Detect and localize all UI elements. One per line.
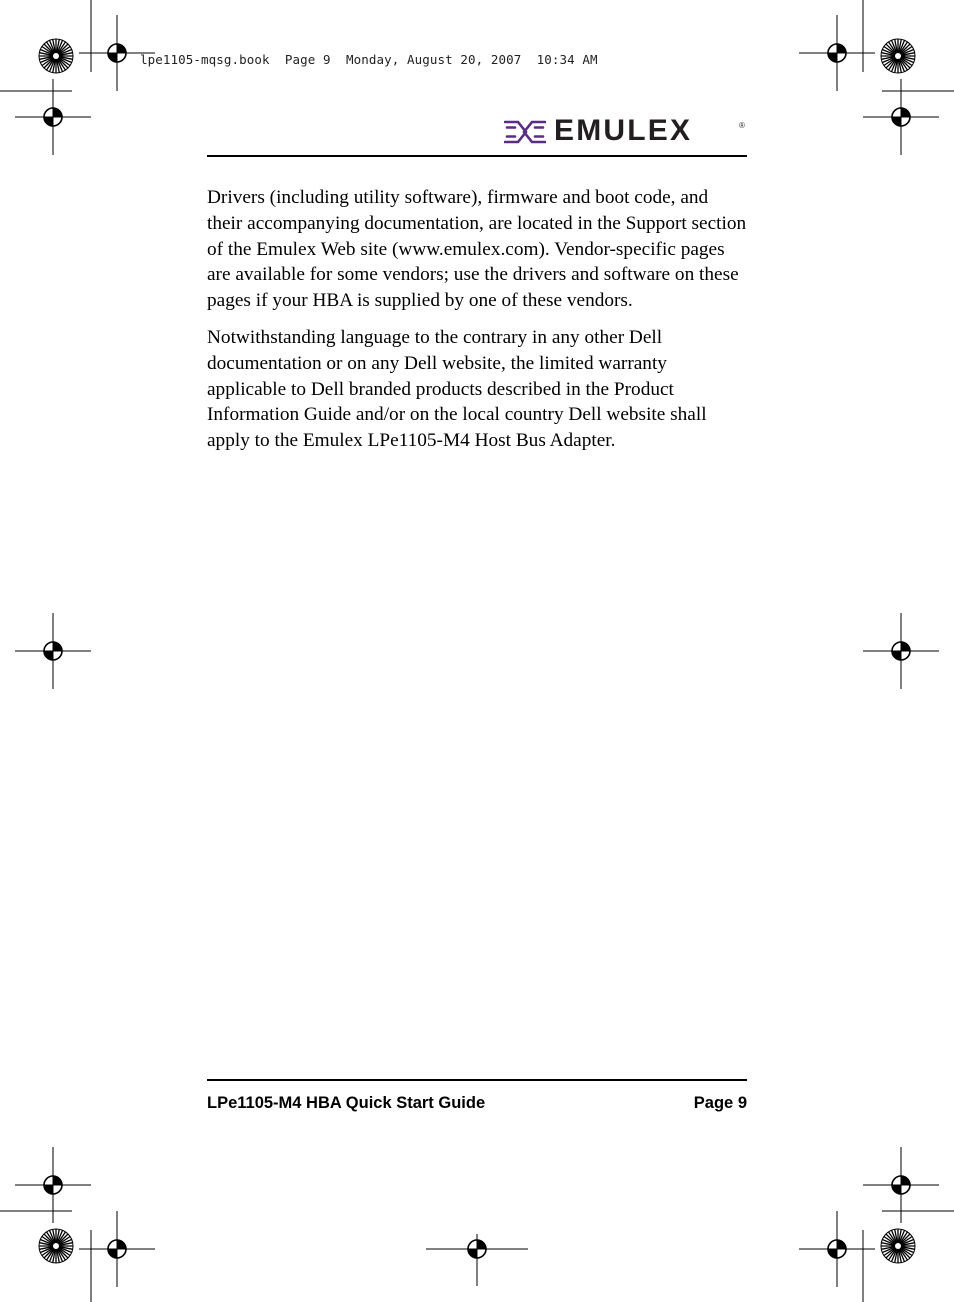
paragraph-drivers: Drivers (including utility software), firmware and boot code, and their accompanying documentation, are located in the Support section of the Emulex Web site (www.emulex.com). Vendor-specific pages are available for some vendors; use the drivers and software on these pages if your HBA is supplied by one of these vendors. <box>207 187 747 312</box>
registered-mark: ® <box>739 121 745 130</box>
footer-title: LPe1105-M4 HBA Quick Start Guide <box>207 1094 486 1112</box>
paragraph-warranty: Notwithstanding language to the contrary in any other Dell documentation or on any Dell website, the limited warranty applicable to Dell branded products described in the Product Information Guide and/or on the local country Dell website shall apply to the Emulex LPe1105-M4 Host Bus Adapter. <box>207 326 707 452</box>
footer-page-number: Page 9 <box>693 1094 747 1112</box>
slug-time: 10:34 AM <box>536 52 598 67</box>
logo-wordmark: EMULEX <box>554 114 693 147</box>
slug-file: lpe1105-mqsg.book <box>140 52 270 67</box>
slug-page: Page 9 <box>284 52 331 67</box>
slug-date: Monday, August 20, 2007 <box>345 52 522 67</box>
